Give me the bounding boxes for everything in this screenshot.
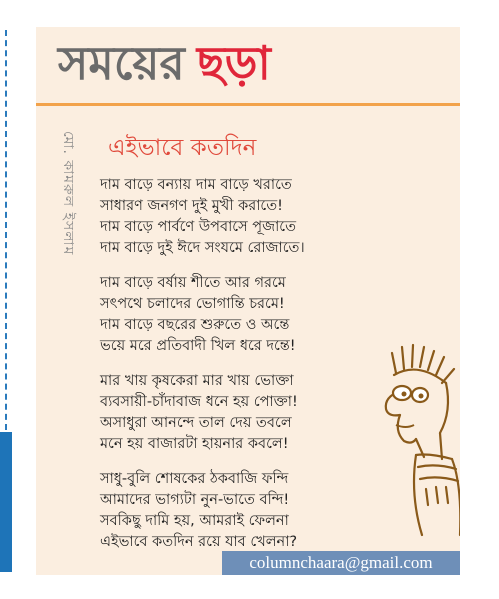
poem-line: সাধু-বুলি শোষকের ঠকবাজি ফন্দি (100, 471, 289, 487)
column-masthead (58, 31, 271, 95)
poem-line: ভয়ে মরে প্রতিবাদী খিল ধরে দন্তে! (100, 338, 296, 354)
author-byline: মো. কামরুল ইসলাম (60, 131, 76, 256)
stanza (100, 175, 400, 259)
stanza (100, 371, 400, 455)
stanza (100, 469, 400, 553)
poem-line: দাম বাড়ে পার্বণে উপবাসে পূজাতে (100, 219, 297, 235)
poem-line: সবকিছু দামি হয়, আমরাই ফেলনা (100, 513, 289, 529)
poem-line: দাম বাড়ে বন্যায় দাম বাড়ে খরাতে (100, 177, 292, 193)
poem-line: এইভাবে কতদিন রয়ে যাব খেলনা? (100, 534, 298, 550)
poem-line: দাম বাড়ে দুই ঈদে সংযমে রোজাতে। (100, 240, 305, 256)
masthead-divider (36, 103, 460, 106)
poem-body (100, 175, 400, 567)
masthead-word-1: সময়ের (58, 36, 185, 90)
poem-line: ব্যবসায়ী-চাঁদাবাজ ধনে হয় পোক্তা! (100, 394, 298, 410)
margin-blue-bar (0, 432, 12, 572)
column-panel (36, 27, 460, 575)
masthead-word-2: ছড়া (196, 36, 271, 90)
poem-line: মার খায় কৃষকেরা মার খায় ভোক্তা (100, 373, 294, 389)
poem-line: দাম বাড়ে বছরের শুরুতে ও অন্তে (100, 317, 290, 333)
poem-line: দাম বাড়ে বর্ষায় শীতে আর গরমে (100, 275, 286, 291)
poem-line: মনে হয় বাজারটা হায়নার কবলে! (100, 436, 289, 452)
stanza (100, 273, 400, 357)
poem-line: সৎপথে চলাদের ভোগান্তি চরমে! (100, 296, 285, 312)
contact-email: columnchaara@gmail.com (222, 551, 460, 575)
poem-line: অসাধুরা আনন্দে তাল দেয় তবলে (100, 415, 292, 431)
poem-line: আমাদের ভাগ্যটা নুন-ভাতে বন্দি! (100, 492, 290, 508)
poem-line: সাধারণ জনগণ দুই মুখী করাতে! (100, 198, 283, 214)
margin-dashed-rule (5, 30, 7, 430)
cartoon-man-illustration (366, 335, 460, 545)
poem-title: এইভাবে কতদিন (108, 135, 257, 161)
